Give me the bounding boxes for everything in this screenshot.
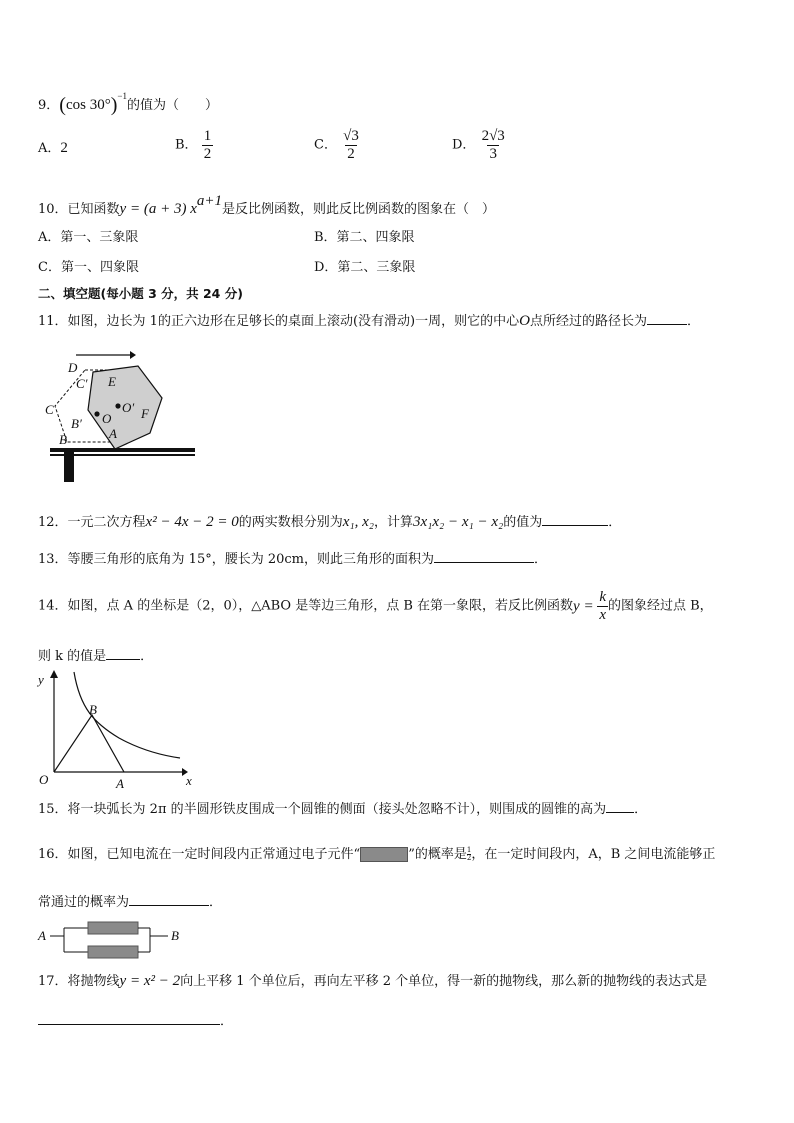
question-14-line2: 则 k 的值是 ． <box>38 649 154 664</box>
q14-label-a: A <box>116 776 124 790</box>
q15-answer-blank[interactable] <box>606 800 634 813</box>
section-2-title: 二、填空题(每小题 3 分，共 24 分) <box>38 286 243 301</box>
q11-answer-blank[interactable] <box>647 312 687 325</box>
q10-option-b[interactable]: B．第二、四象限 <box>314 230 415 245</box>
q10-option-c[interactable]: C．第一、四象限 <box>38 260 139 275</box>
question-17-line2: ． <box>38 1012 233 1031</box>
q14-label-y: y <box>38 672 44 687</box>
q16-label-b: B <box>171 928 179 943</box>
q12-answer-blank[interactable] <box>542 513 608 526</box>
q11-hexagon-figure <box>40 346 200 486</box>
question-14-stem: 14．如图，点 A 的坐标是（2，0），△ABO 是等边三角形，点 B 在第一象限，若反比例函数y = $\frac{k}{x}$ 的图象经过点 B， <box>38 589 713 623</box>
question-17-stem: 17．将抛物线y = x² − 2向上平移 1 个单位后，再向左平移 2 个单位，得一新的抛物线，那么新的抛物线的表达式是 <box>38 973 708 989</box>
q9-option-b[interactable]: B． $\frac{1}{2}$ <box>175 128 212 162</box>
q14-label-o: O <box>39 772 49 787</box>
q9-option-a[interactable]: A．2 <box>38 140 68 156</box>
q11-label-f: F <box>141 406 149 421</box>
q11-label-o: O <box>102 411 112 426</box>
circuit-resistor-bottom <box>88 946 138 958</box>
question-15-stem: 15．将一块弧长为 2π 的半圆形铁皮围成一个圆锥的侧面（接头处忽略不计），则围成的圆锥的高为 ． <box>38 802 648 817</box>
circuit-resistor-top <box>88 922 138 934</box>
q11-label-e: E <box>108 374 116 389</box>
question-9-stem: 9．(cos 30°)$^{-1}$的值为（ ） <box>38 91 218 116</box>
q16-answer-blank[interactable] <box>129 893 209 906</box>
question-11-stem: 11．如图，边长为 1的正六边形在足够长的桌面上滚动(没有滑动)一周，则它的中心O点所经过的路径长为 ． <box>38 313 700 329</box>
q16-label-a: A <box>38 928 46 943</box>
question-12-stem: 12．一元二次方程x² − 4x − 2 = 0的两实数根分别为x₁, x₂，计算3x₁x₂ − x₁ − x₂的值为 ． <box>38 514 622 530</box>
q17-answer-blank[interactable] <box>38 1012 220 1025</box>
q14-graph-figure <box>34 668 199 790</box>
q11-label-b1: B′ <box>71 416 82 431</box>
q11-label-o1: O′ <box>122 400 135 415</box>
q11-label-a: A <box>109 426 117 441</box>
q14-label-b: B <box>89 702 97 717</box>
question-16-stem: 16．如图，已知电流在一定时间段内正常通过电子元件“ ”的概率是 $\frac{1}{2}$ ，在一定时间段内，A，B 之间电流能够正 <box>38 846 716 862</box>
q11-label-c: C <box>45 402 54 417</box>
q14-label-x: x <box>186 773 192 788</box>
question-16-line2: 常通过的概率为 ． <box>38 895 223 910</box>
question-10-stem: 10．已知函数y = (a + 3) $x^{a+1}$是反比例函数，则此反比例函数的图象在（ ） <box>38 193 495 217</box>
question-13-stem: 13．等腰三角形的底角为 15°，腰长为 20cm，则此三角形的面积为 ． <box>38 552 548 567</box>
q16-circuit-figure <box>36 920 186 962</box>
resistor-icon <box>360 847 408 862</box>
q9-option-c[interactable]: C． $\frac{√3}{2}$ <box>314 128 359 162</box>
q10-option-a[interactable]: A．第一、三象限 <box>38 230 139 245</box>
q14-answer-blank[interactable] <box>106 647 140 660</box>
q11-label-b: B <box>59 432 67 447</box>
q11-label-c1: C′ <box>76 376 88 391</box>
q13-answer-blank[interactable] <box>434 550 534 563</box>
q9-option-d[interactable]: D． $\frac{2√3}{3}$ <box>452 128 505 162</box>
q11-label-d: D <box>68 360 78 375</box>
q10-option-d[interactable]: D．第二、三象限 <box>314 260 416 275</box>
